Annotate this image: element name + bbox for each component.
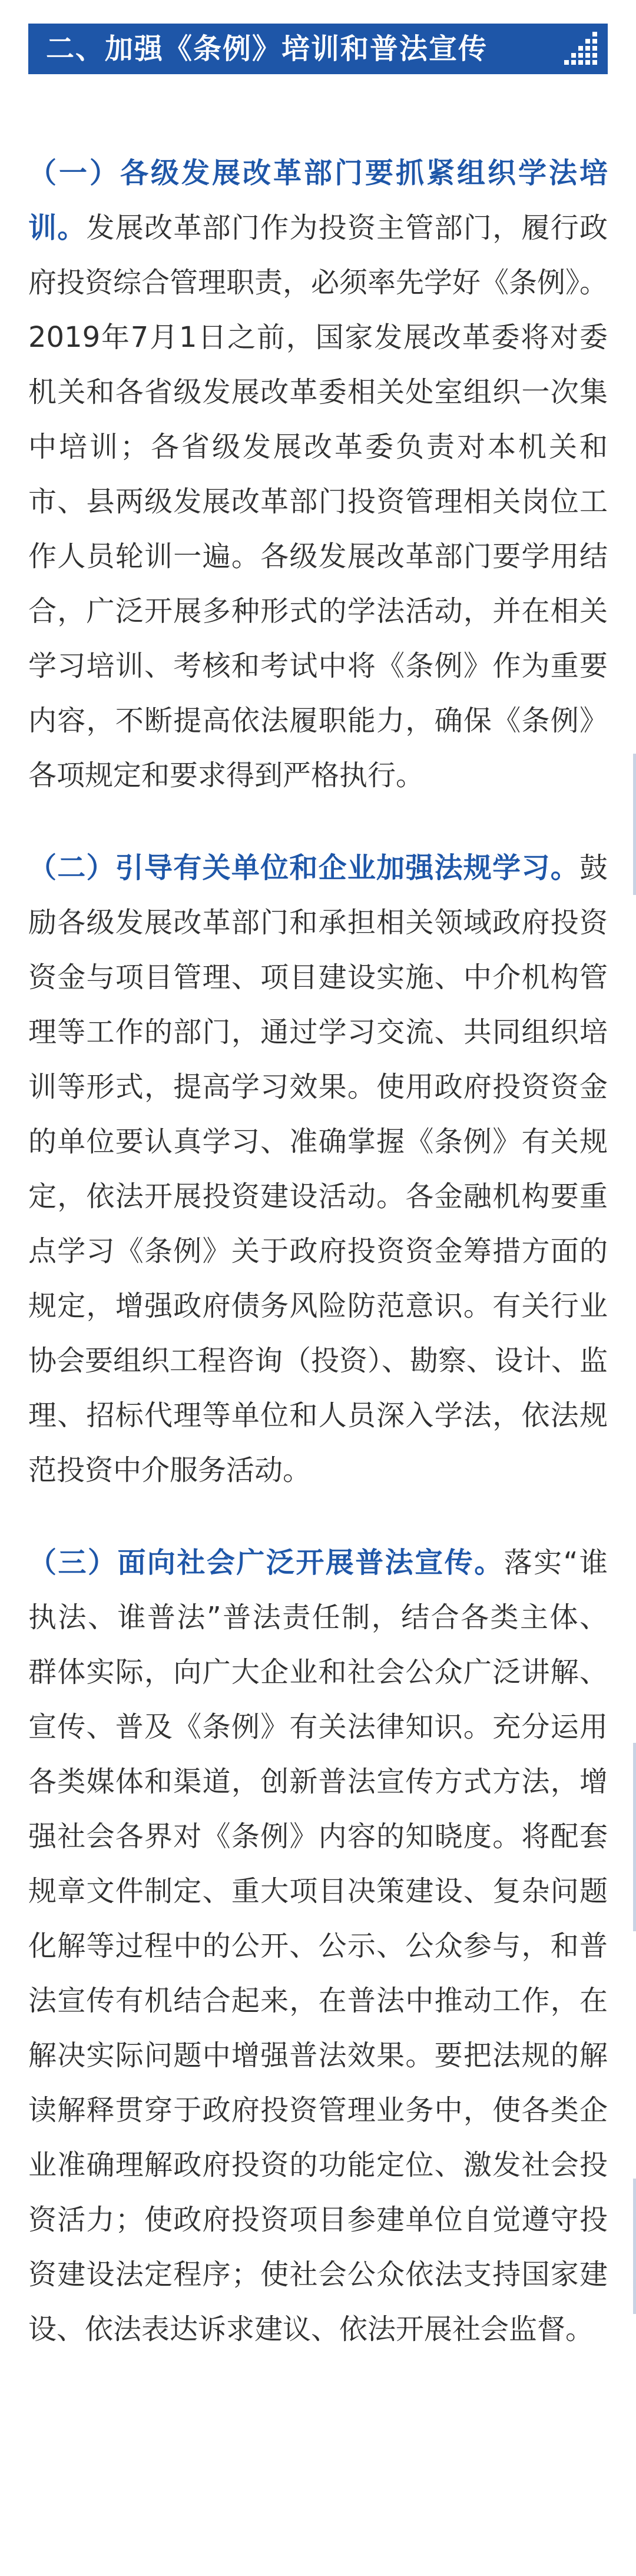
article-content: [28, 146, 608, 2395]
edge-scroll-marker: [633, 1743, 636, 1931]
section-heading-1: （一）各级发展改革部门要抓紧组织学法培训。: [28, 157, 608, 244]
edge-scroll-marker: [633, 2179, 636, 2314]
section-banner: [28, 24, 608, 74]
section-paragraph-2: [28, 841, 608, 1498]
section-body-1: 发展改革部门作为投资主管部门，履行政府投资综合管理职责，必须率先学好《条例》。2019年7月1日之前，国家发展改革委将对委机关和各省级发展改革委相关处室组织一次集中培训；各省级发展改革委负责对本机关和市、县两级发展改革部门投资管理相关岗位工作人员轮训一遍。各级发展改革部门要学用结合，广泛开展多种形式的学法活动，并在相关学习培训、考核和考试中将《条例》作为重要内容，不断提高依法履职能力，确保《条例》各项规定和要求得到严格执行。: [28, 211, 608, 792]
dot-grid-decoration-icon: [559, 31, 601, 67]
edge-scroll-marker: [633, 754, 636, 895]
section-paragraph-1: [28, 146, 608, 803]
section-paragraph-3: [28, 1536, 608, 2357]
section-body-3: 落实“谁执法、谁普法”普法责任制，结合各类主体、群体实际，向广大企业和社会公众广泛讲解、宣传、普及《条例》有关法律知识。充分运用各类媒体和渠道，创新普法宣传方式方法，增强社会各界对《条例》内容的知晓度。将配套规章文件制定、重大项目决策建设、复杂问题化解等过程中的公开、公示、公众参与，和普法宣传有机结合起来，在普法中推动工作，在解决实际问题中增强普法效果。要把法规的解读解释贯穿于政府投资管理业务中，使各类企业准确理解政府投资的功能定位、激发社会投资活力；使政府投资项目参建单位自觉遵守投资建设法定程序；使社会公众依法支持国家建设、依法表达诉求建议、依法开展社会监督。: [28, 1546, 608, 2346]
section-heading-2: （二）引导有关单位和企业加强法规学习。: [28, 851, 579, 884]
banner-title: 二、加强《条例》培训和普法宣传: [46, 32, 488, 65]
section-heading-3: （三）面向社会广泛开展普法宣传。: [28, 1546, 504, 1579]
section-body-2: 鼓励各级发展改革部门和承担相关领域政府投资资金与项目管理、项目建设实施、中介机构管理等工作的部门，通过学习交流、共同组织培训等形式，提高学习效果。使用政府投资资金的单位要认真学习、准确掌握《条例》有关规定，依法开展投资建设活动。各金融机构要重点学习《条例》关于政府投资资金筹措方面的规定，增强政府债务风险防范意识。有关行业协会要组织工程咨询（投资）、勘察、设计、监理、招标代理等单位和人员深入学法，依法规范投资中介服务活动。: [28, 851, 608, 1487]
